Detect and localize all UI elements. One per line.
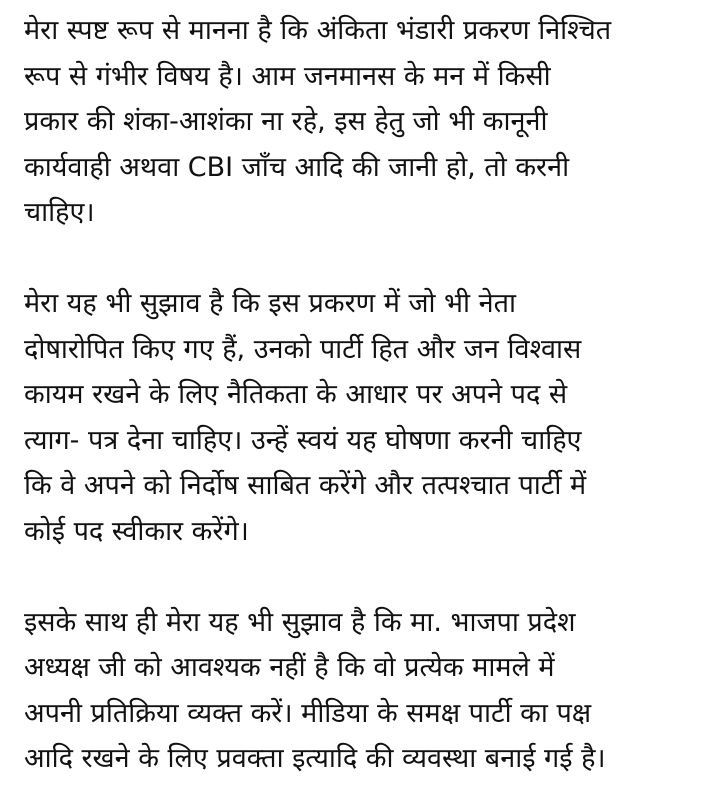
paragraph-3 — [24, 600, 696, 782]
text-line: मेरा यह भी सुझाव है कि इस प्रकरण में जो भी नेता — [24, 288, 516, 319]
text-line: इसके साथ ही मेरा यह भी सुझाव है कि मा. भाजपा प्रदेश — [24, 606, 576, 638]
text-line: रूप से गंभीर विषय है। आम जनमानस के मन में किसी — [24, 60, 551, 92]
text-line: दोषारोपित किए गए हैं, उनको पार्टी हित और जन विश्वास — [24, 333, 582, 365]
paragraph-spacer — [24, 554, 696, 600]
text-line: कोई पद स्वीकार करेंगे। — [24, 515, 249, 547]
paragraph-1 — [24, 8, 696, 236]
text-line: अपनी प्रतिक्रिया व्यक्त करें। मीडिया के समक्ष पार्टी का पक्ष — [24, 697, 592, 729]
text-line: अध्यक्ष जी को आवश्यक नहीं है कि वो प्रत्येक मामले में — [24, 652, 555, 683]
document-body — [24, 8, 696, 782]
text-line: मेरा स्पष्ट रूप से मानना है कि अंकिता भंडारी प्रकरण निश्चित — [24, 15, 612, 46]
text-line: कि वे अपने को निर्दोष साबित करेंगे और तत्पश्चात पार्टी में — [24, 470, 587, 501]
paragraph-spacer — [24, 236, 696, 282]
paragraph-2 — [24, 281, 696, 554]
text-line: कार्यवाही अथवा CBI जाँच आदि की जानी हो, तो करनी — [24, 151, 570, 183]
text-line: प्रकार की शंका-आशंका ना रहे, इस हेतु जो भी कानूनी — [24, 106, 548, 137]
text-line: आदि रखने के लिए प्रवक्ता इत्यादि की व्यवस्था बनाई गई है। — [24, 743, 606, 774]
text-line: कायम रखने के लिए नैतिकता के आधार पर अपने पद से — [24, 379, 568, 410]
text-line: चाहिए। — [24, 197, 95, 228]
text-line: त्याग- पत्र देना चाहिए। उन्हें स्वयं यह घोषणा करनी चाहिए — [24, 424, 582, 456]
